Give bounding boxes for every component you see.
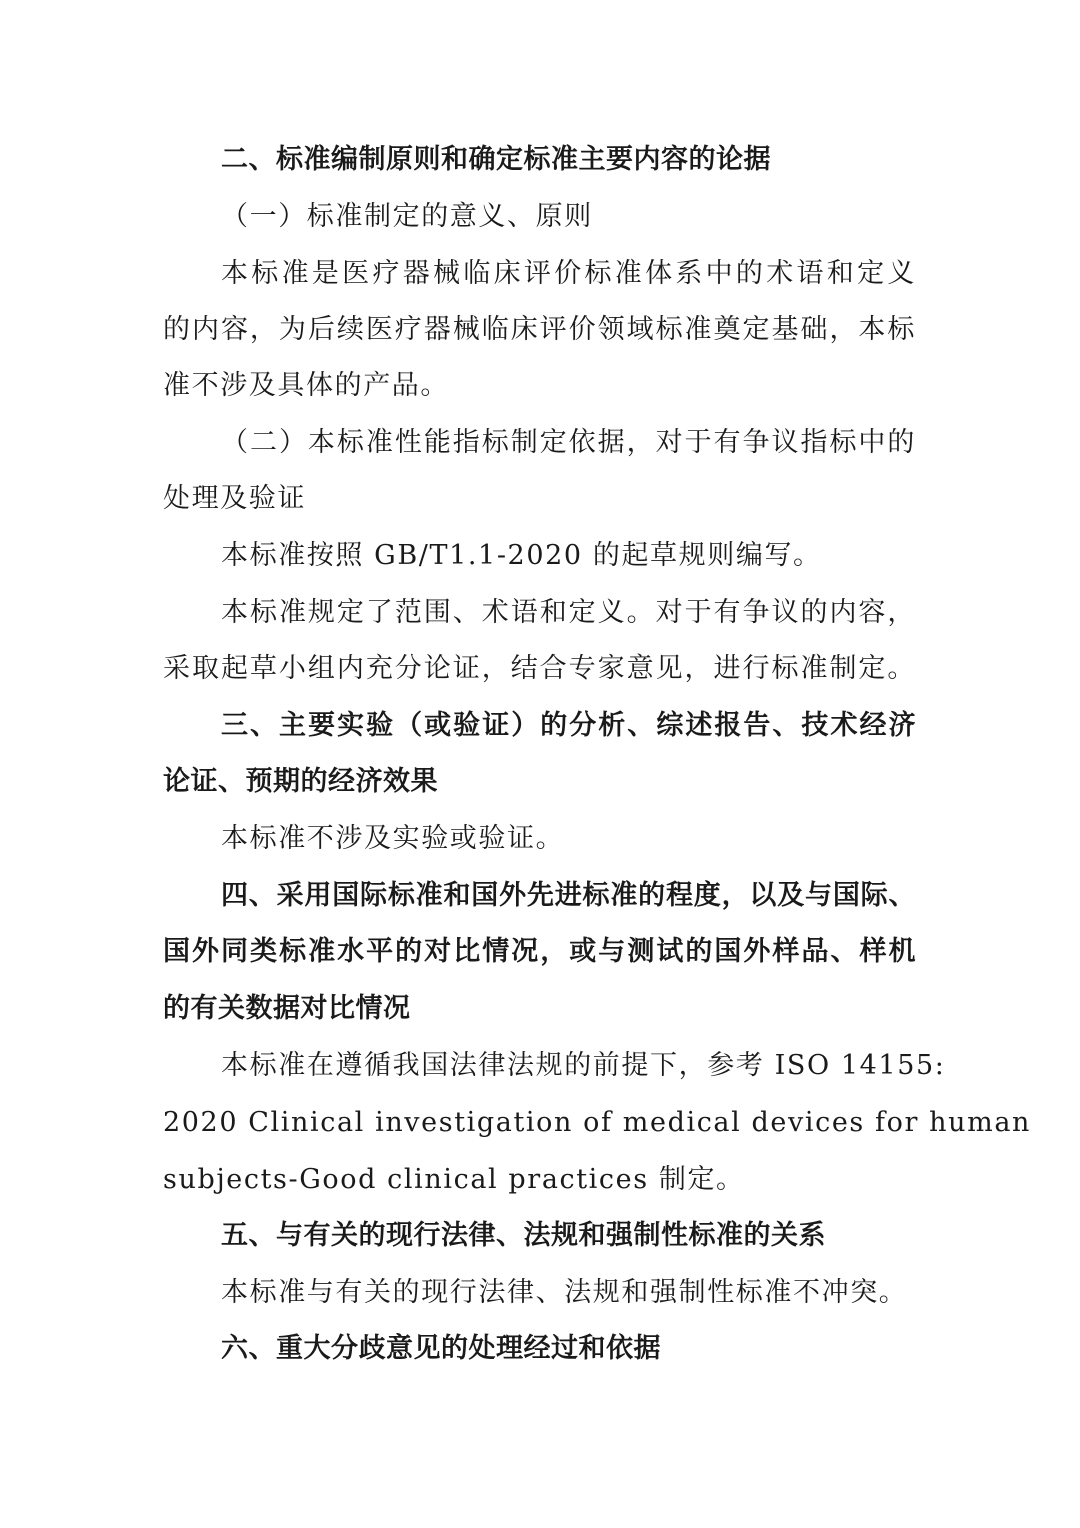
section-3-para: 本标准不涉及实验或验证。 <box>221 823 565 854</box>
section-4-heading-line: 的有关数据对比情况 <box>163 993 411 1024</box>
section-2-2-para-2-line: 采取起草小组内充分论证，结合专家意见，进行标准制定。 <box>163 653 916 684</box>
section-4-para-line: 本标准在遵循我国法律法规的前提下，参考 ISO 14155: <box>221 1050 946 1081</box>
section-2-2-heading-line: （二）本标准性能指标制定依据，对于有争议指标中的 <box>221 427 916 458</box>
section-4-heading-line: 四、采用国际标准和国外先进标准的程度，以及与国际、 <box>221 880 916 911</box>
section-5-para: 本标准与有关的现行法律、法规和强制性标准不冲突。 <box>221 1277 908 1308</box>
section-5-heading: 五、与有关的现行法律、法规和强制性标准的关系 <box>221 1220 826 1251</box>
section-2-heading: 二、标准编制原则和确定标准主要内容的论据 <box>221 144 771 175</box>
section-2-1-heading: （一）标准制定的意义、原则 <box>221 201 593 232</box>
section-4-para-line: subjects-Good clinical practices 制定。 <box>163 1164 745 1195</box>
section-2-1-para-line: 本标准是医疗器械临床评价标准体系中的术语和定义 <box>221 258 916 289</box>
section-6-heading: 六、重大分歧意见的处理经过和依据 <box>221 1333 661 1364</box>
section-2-1-para-line: 准不涉及具体的产品。 <box>163 370 449 401</box>
section-3-heading-line: 三、主要实验（或验证）的分析、综述报告、技术经济 <box>221 710 916 741</box>
section-2-2-para-1: 本标准按照 GB/T1.1-2020 的起草规则编写。 <box>221 540 822 571</box>
section-4-heading-line: 国外同类标准水平的对比情况，或与测试的国外样品、样机 <box>163 936 916 967</box>
section-4-para-line: 2020 Clinical investigation of medical devices for human <box>163 1107 1032 1138</box>
section-3-heading-line: 论证、预期的经济效果 <box>163 766 438 797</box>
section-2-2-para-2-line: 本标准规定了范围、术语和定义。对于有争议的内容， <box>221 597 916 628</box>
section-2-2-heading-line: 处理及验证 <box>163 483 306 514</box>
section-2-1-para-line: 的内容，为后续医疗器械临床评价领域标准奠定基础，本标 <box>163 314 916 345</box>
